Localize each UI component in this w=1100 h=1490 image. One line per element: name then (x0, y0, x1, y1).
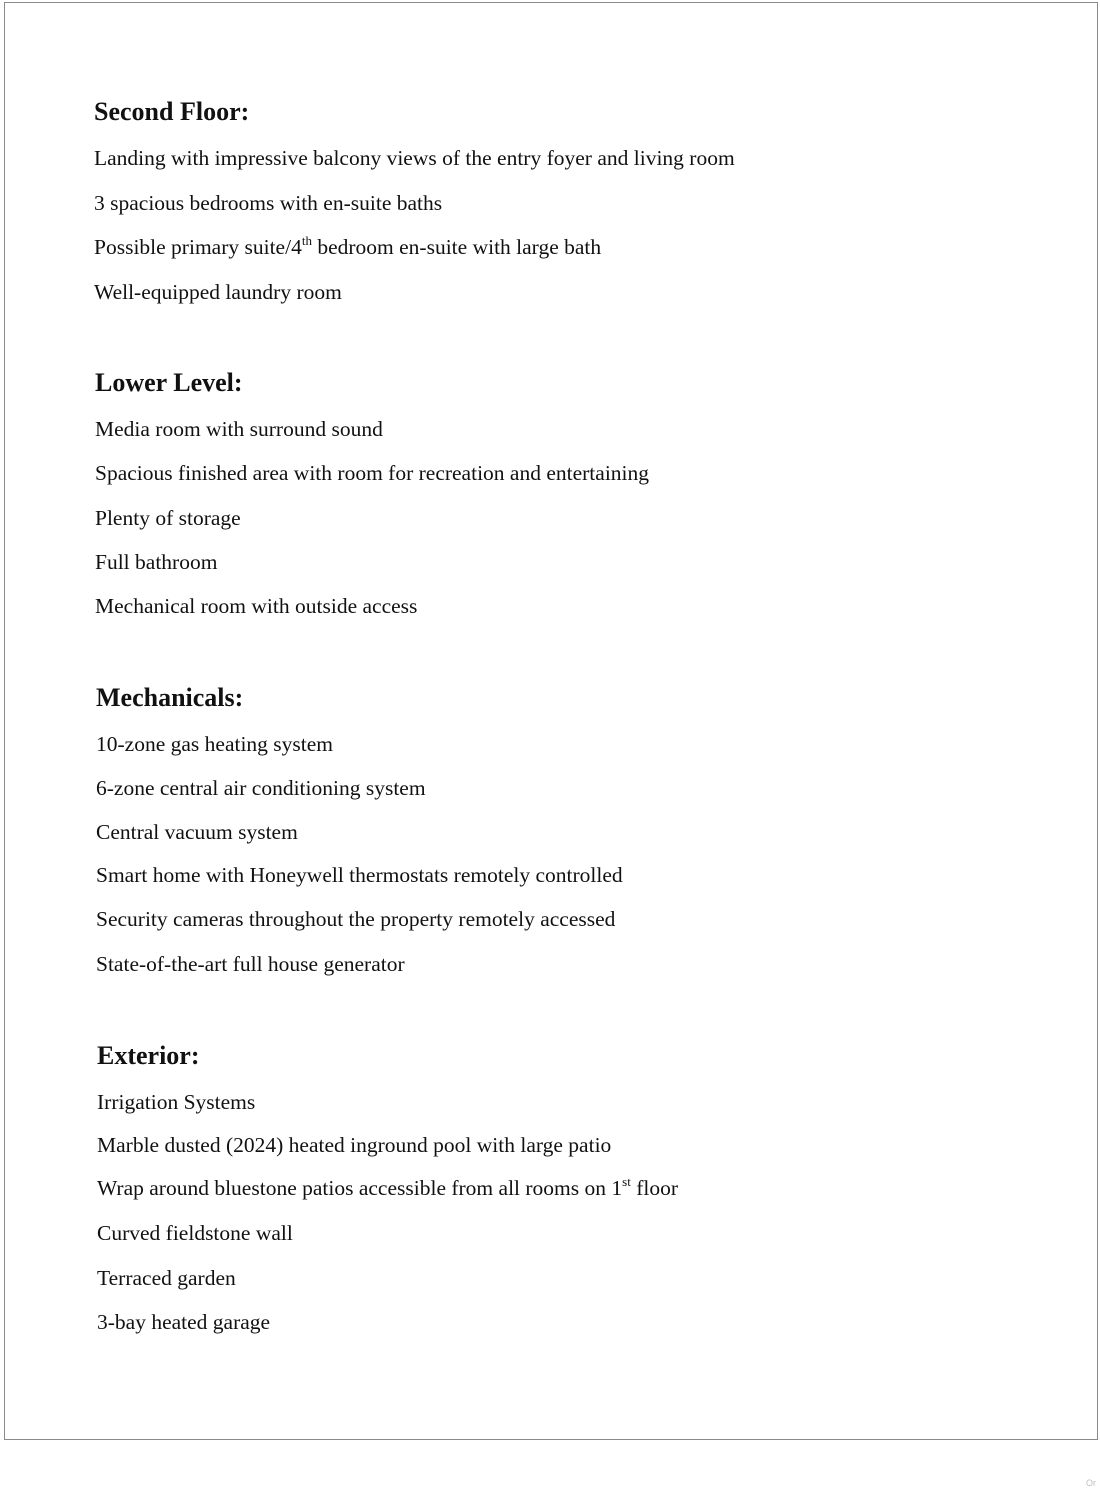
lower-level-item-4: Full bathroom (95, 550, 218, 574)
lower-level-item-3: Plenty of storage (95, 506, 241, 530)
exterior-heading: Exterior: (97, 1041, 200, 1070)
mechanicals-item-1: 10-zone gas heating system (96, 732, 334, 756)
second-floor-item-3-text-b: bedroom en-suite with large bath (311, 235, 602, 259)
mechanicals-item-4: Smart home with Honeywell thermostats remotely controlled (96, 863, 623, 887)
exterior-item-6: 3-bay heated garage (97, 1310, 271, 1334)
mechanicals-item-6: State-of-the-art full house generator (96, 952, 405, 976)
lower-level-heading: Lower Level: (95, 368, 243, 397)
exterior-item-3-superscript: st (622, 1173, 631, 1189)
mechanicals-item-5: Security cameras throughout the property remotely accessed (96, 907, 616, 931)
second-floor-item-1: Landing with impressive balcony views of the entry foyer and living room (94, 146, 735, 170)
lower-level-item-5: Mechanical room with outside access (95, 594, 418, 618)
exterior-item-2: Marble dusted (2024) heated inground pool with large patio (97, 1133, 612, 1157)
second-floor-heading: Second Floor: (94, 97, 250, 126)
mechanicals-item-2: 6-zone central air conditioning system (96, 776, 426, 800)
exterior-item-3-text-a: Wrap around bluestone patios accessible from all rooms on 1 (97, 1176, 623, 1200)
mechanicals-item-3: Central vacuum system (96, 820, 298, 844)
exterior-item-5: Terraced garden (97, 1266, 236, 1290)
exterior-item-3 (97, 1173, 678, 1200)
mechanicals-heading: Mechanicals: (96, 683, 244, 712)
second-floor-item-3-text-a: Possible primary suite/4 (94, 235, 302, 259)
second-floor-item-2: 3 spacious bedrooms with en-suite baths (94, 191, 443, 215)
exterior-item-1: Irrigation Systems (97, 1090, 256, 1114)
exterior-item-3-text-b: floor (630, 1176, 678, 1200)
corner-mark: Or (1086, 1478, 1096, 1488)
second-floor-item-3 (94, 232, 602, 259)
lower-level-item-2: Spacious finished area with room for recreation and entertaining (95, 461, 650, 485)
second-floor-item-4: Well-equipped laundry room (94, 280, 342, 304)
lower-level-item-1: Media room with surround sound (95, 417, 383, 441)
second-floor-item-3-superscript: th (301, 232, 312, 248)
exterior-item-4: Curved fieldstone wall (97, 1221, 293, 1245)
